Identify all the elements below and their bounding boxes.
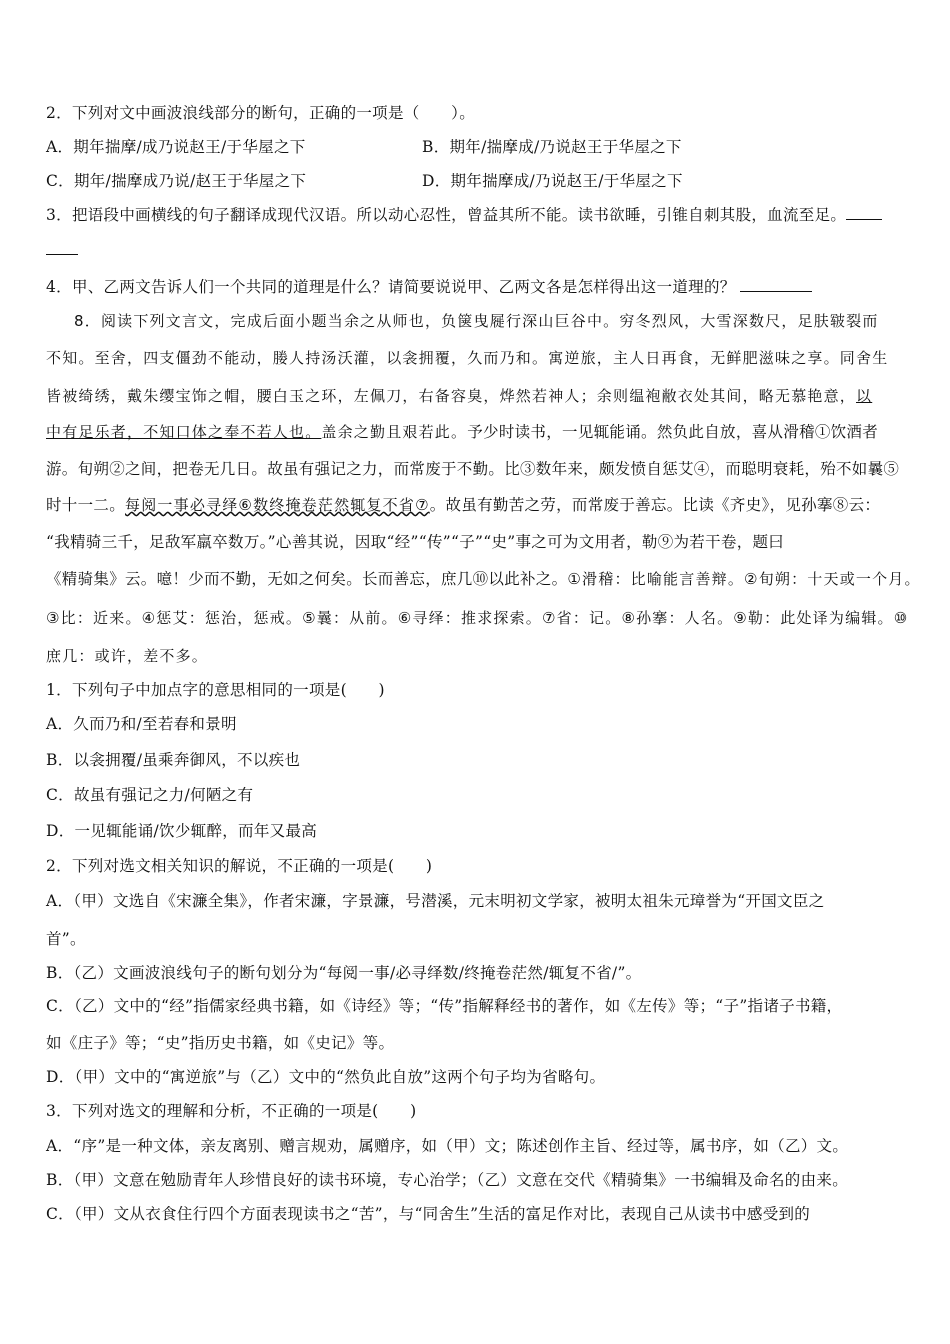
passage-line-7: “我精骑三千，足敌军羸卒数万。”心善其说，因取“经”“传”“子”“史”事之可为文用者，勒⑨为若干卷，题曰 [46,533,785,551]
s1-option-b: B．以衾拥覆/虽乘奔御风，不以疾也 [46,751,301,769]
passage-text-b: 予少时读书，一见辄能诵。然负此自放，喜从滑稽①饮酒者 [467,423,879,441]
s1-option-a: A．久而乃和/至若春和景明 [46,715,237,733]
q2-option-row-2 [46,171,916,191]
s1-option-c: C．故虽有强记之力/何陋之有 [46,786,254,804]
passage-text: 《精骑集》云。噫！少而不勤，无如之何矣。长而善忘，庶几⑩以此补之。 [46,570,568,588]
answer-blank[interactable] [846,205,882,220]
annotation-text: ①滑稽：比喻能言善辩。②旬朔：十天或一个月。 [567,570,921,588]
s2-stem: 2．下列对选文相关知识的解说，不正确的一项是( ) [46,857,433,875]
passage-line-6 [46,495,916,515]
s3-stem: 3．下列对选文的理解和分析，不正确的一项是( ) [46,1102,417,1120]
passage-line-3 [46,386,916,406]
q2-option-c: C．期年/揣摩成乃说/赵王于华屋之下 [46,172,307,190]
passage-line-8 [46,569,921,589]
s3-option-b: B．（甲）文意在勉励青年人珍惜良好的读书环境，专心治学；（乙）文意在交代《精骑集》一书编辑及命名的由来。 [46,1171,848,1189]
q3-stem: 3．把语段中画横线的句子翻译成现代汉语。所以动心忍性，曾益其所不能。读书欲睡，引锥自刺其股，血流至足。 [46,206,847,224]
passage-line-1: 8．阅读下列文言文，完成后面小题当余之从师也，负箧曳屣行深山巨谷中。穷冬烈风，大雪深数尺，足肤皲裂而 [74,312,879,330]
passage-line-4 [46,422,916,442]
q2-option-a: A．期年揣摩/成乃说赵王/于华屋之下 [46,138,306,156]
s2-option-a-line-1: A．（甲）文选自《宋濂全集》，作者宋濂，字景濂，号潜溪，元末明初文学家，被明太祖朱元璋誉为“开国文臣之 [46,892,825,910]
passage-text: 。故虽有勤苦之劳，而常废于善忘。比读《齐史》，见孙搴⑧云： [429,496,881,514]
q3-stem-line [46,205,916,225]
s3-option-c: C．（甲）文从衣食住行四个方面表现读书之“苦”，与“同舍生”生活的富足作对比，表现自己从读书中感受到的 [46,1205,811,1223]
q3-blank-line [46,240,916,260]
passage-text: 时十一二。 [46,496,126,514]
answer-blank-continued[interactable] [46,240,78,255]
s2-option-c-line-1: C．（乙）文中的“经”指儒家经典书籍，如《诗经》等；“传”指解释经书的著作，如《左传》等；“子”指诸子书籍， [46,997,843,1015]
answer-blank[interactable] [740,277,812,292]
underlined-sentence-start: 以 [856,387,873,405]
s3-option-a: A．“序”是一种文体，亲友离别、赠言规劝，属赠序，如（甲）文；陈述创作主旨、经过等，属书序，如（乙）文。 [46,1137,849,1155]
passage-line-5: 游。旬朔②之间，把卷无几日。故虽有强记之力，而常废于不勤。比③数年来，颇发愤自惩艾④，而聪明衰耗，殆不如曩⑤ [46,460,900,478]
q2-option-row-1 [46,137,916,157]
q2-stem: 2．下列对文中画波浪线部分的断句，正确的一项是（ ）。 [46,104,476,122]
s2-option-d: D．（甲）文中的“寓逆旅”与（乙）文中的“然负此自放”这两个句子均为省略句。 [46,1068,606,1086]
s2-option-c-line-2: 如《庄子》等；“史”指历史书籍，如《史记》等。 [46,1034,395,1052]
annotation-line-1: ③比：近来。④惩艾：惩治，惩戒。⑤曩：从前。⑥寻绎：推求探索。⑦省：记。⑧孙搴：人名。⑨勒：此处译为编辑。⑩ [46,609,909,627]
q2-option-d: D．期年揣摩成/乃说赵王/于华屋之下 [422,172,683,190]
wavy-underlined-sentence: 每阅一事必寻绎⑥数终掩卷茫然辄复不省⑦ [125,496,430,514]
passage-text: 皆被绮绣，戴朱缨宝饰之帽，腰白玉之环，左佩刀，右备容臭，烨然若神人；余则缊袍敝衣处其间，略无慕艳意， [46,387,857,405]
s1-option-d: D．一见辄能诵/饮少辄醉，而年又最高 [46,822,318,840]
q4-stem-line [46,277,916,297]
q4-stem: 4．甲、乙两文告诉人们一个共同的道理是什么？请简要说说甲、乙两文各是怎样得出这一道理的？ [46,278,736,296]
q2-option-b: B．期年/揣摩成/乃说赵王于华屋之下 [422,138,682,156]
underlined-sentence: 中有足乐者，不知口体之奉不若人也。 [46,423,322,441]
passage-line-2: 不知。至舍，四支僵劲不能动，媵人持汤沃灌，以衾拥覆，久而乃和。寓逆旅，主人日再食，无鲜肥滋味之享。同舍生 [46,349,889,367]
passage-text: 盖余之勤且艰若此。 [321,423,468,441]
annotation-line-2: 庶几：或许，差不多。 [46,647,209,665]
s2-option-b: B．（乙）文画波浪线句子的断句划分为“每阅一事/必寻绎数/终掩卷茫然/辄复不省/”。 [46,964,642,982]
s2-option-a-line-2: 首”。 [46,930,86,948]
s1-stem: 1．下列句子中加点字的意思相同的一项是( ) [46,681,385,699]
